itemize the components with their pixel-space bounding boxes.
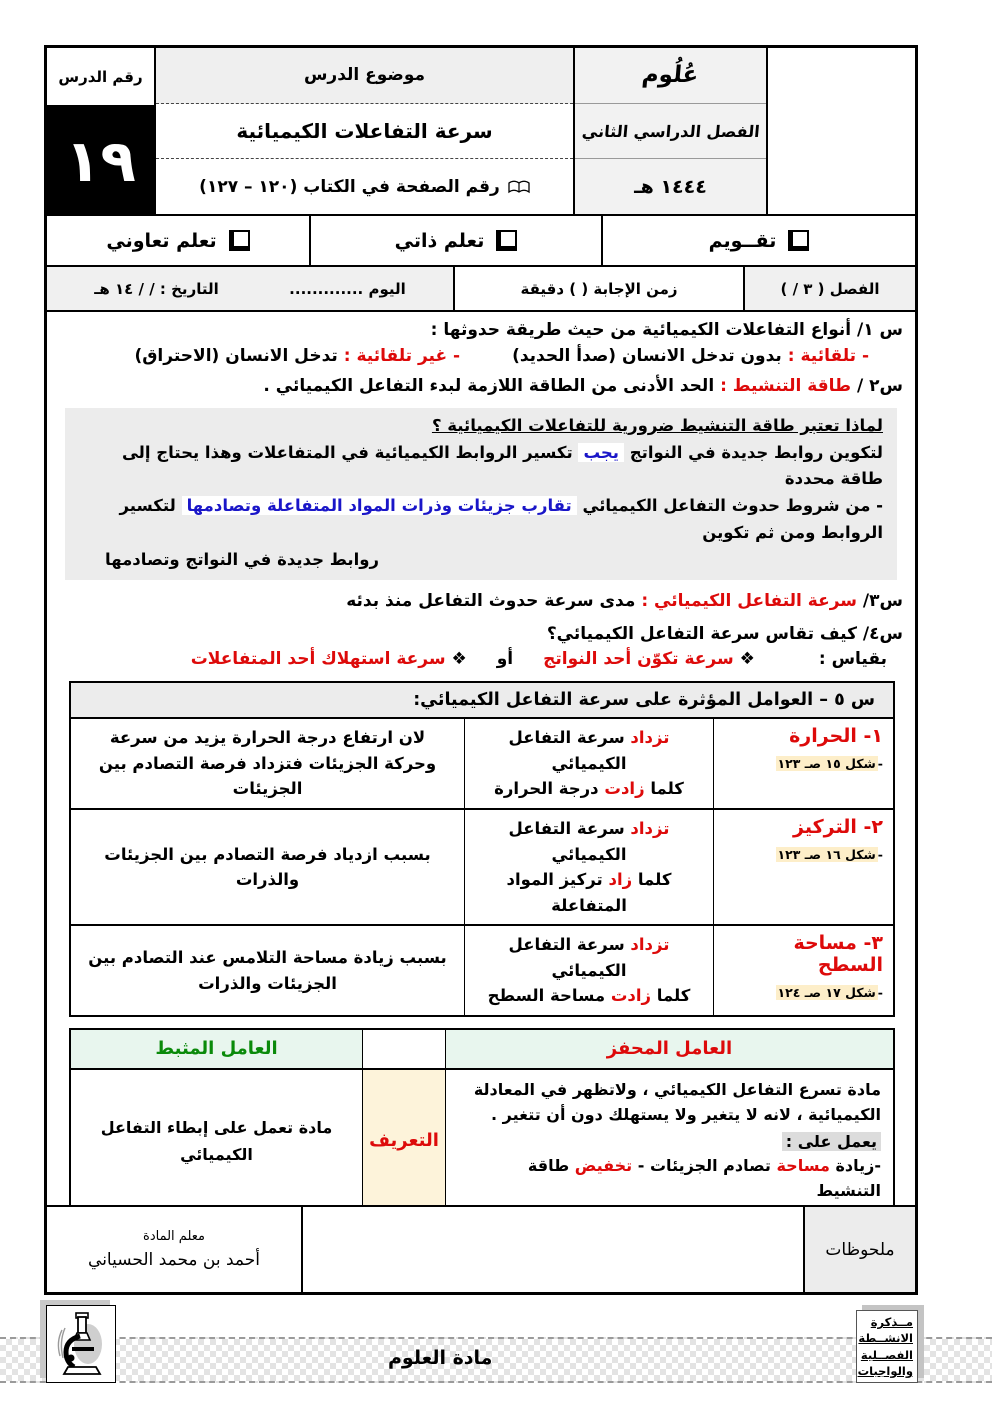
factor-effect-cell [464,810,713,924]
q2-text: الحد الأدنى من الطاقة اللازمة لبدء التفاعل الكيميائي . [263,375,715,396]
notes-empty-area[interactable] [301,1207,803,1292]
works-b-red: مساحة [776,1156,830,1176]
effect-text: سرعة التفاعل الكيميائي [508,819,627,864]
mode-cooperative [47,216,309,265]
teacher-cell [47,1207,301,1292]
subject-logo [575,48,766,104]
factor-row-temperature [71,719,893,810]
activation-energy-box [65,408,897,580]
header [47,48,915,214]
factor-name-cell [713,810,893,924]
q3-label: س٣/ [862,591,903,612]
catalyst-works-line [458,1154,881,1204]
figure-ref [724,985,883,1000]
works-a: -زيادة [835,1156,881,1176]
factor-name-cell [713,926,893,1015]
works-d-red: تخفيض [574,1156,633,1176]
q4-label: س٤/ [862,623,903,644]
energy-l1-highlight: يجب [578,443,624,462]
topic-label: موضوع الدرس [303,65,426,86]
label-column-header [362,1030,445,1068]
effect-increase: تزداد [630,935,670,955]
q2-label: س٢ / [857,375,903,396]
class-cell: الفصل ( ٣ / ) [743,267,915,310]
factor-name: ١- الحرارة [789,725,883,748]
q1-term-spontaneous: - تلقائية : [787,345,869,366]
teacher-name: أحمد بن محمد الحسياني [88,1250,260,1270]
year-cell [575,159,766,214]
figure-ref [724,756,883,771]
figure-text: شكل ١٥ صـ ١٢٣ [777,756,876,772]
effect-text-2: درجة الحرارة [494,779,599,799]
catalyst-works-label: يعمل على : [782,1132,881,1151]
q4-or: أو [496,649,514,670]
effect-text-2: مساحة السطح [487,986,606,1006]
topic-title-cell [156,104,573,160]
catalyst-table [69,1028,895,1205]
semester-cell [575,104,766,160]
q4-option-2-text: سرعة استهلاك أحد المتفاعلات [190,649,446,670]
energy-l2c: لتكسير الروابط ومن ثم تكوين [119,496,883,542]
lesson-number: ١٩ [47,107,154,214]
booklet-stamp [856,1310,918,1383]
factor-name: ٣- مساحة السطح [793,932,883,977]
subject-column [573,48,766,214]
effect-increase-2: زادت [604,779,645,799]
teacher-label: معلم المادة [143,1229,205,1244]
definition-row [71,1070,893,1205]
stamp-line-3: الفصــلية [860,1347,913,1362]
q4-measure-label: بقياس : [818,649,887,670]
topic-label-cell [156,48,573,104]
factor-effect-cell [464,926,713,1015]
q4-option-1 [543,649,755,669]
q1-answer-nonspontaneous [134,346,460,366]
factor-name: ٢- التركيز [793,816,883,838]
stamp-line-1: مــذكرة [870,1315,913,1329]
stamp-line-2: الانشــطة [858,1331,913,1346]
effect-increase: تزداد [630,819,670,838]
q1-rest-nonspontaneous: تدخل الانسان (الاحتراق) [134,345,338,366]
q1-rest-spontaneous: بدون تدخل الانسان (صدأ الحديد) [512,345,782,366]
q1-term-nonspontaneous: - غير تلقائية : [343,345,461,366]
diamond-bullet-icon: ❖ [451,649,467,670]
footer-band [0,1337,992,1383]
figure-text: شكل ١٧ صـ ١٢٤ [777,985,876,1001]
effect-when: كلما [637,870,672,890]
definition-row-label: التعريف [362,1070,445,1205]
figure-dash: - [877,847,883,862]
day-date-cell [47,267,453,310]
inhibitor-definition-cell: مادة تعمل على إبطاء التفاعل الكيميائي [100,1117,333,1164]
effect-increase-2: زاد [608,870,633,890]
diamond-bullet-icon: ❖ [739,649,755,670]
book-icon [508,179,530,194]
effect-when: كلما [650,779,684,799]
cooperative-checkbox[interactable] [229,230,250,251]
lesson-topic: سرعة التفاعلات الكيميائية [236,119,493,143]
q3-text: مدى سرعة حدوث التفاعل منذ بدئه [346,591,636,612]
energy-l1a: لتكوين روابط جديدة في النواتج [629,442,883,462]
question-2 [59,374,903,400]
effect-increase-2: زادت [610,986,652,1006]
worksheet-frame [44,45,918,1295]
evaluation-checkbox[interactable] [788,230,809,251]
self-learning-checkbox[interactable] [496,230,517,251]
cooperative-label: تعلم تعاوني [106,229,217,252]
date-field[interactable]: التاريخ : / / ١٤ هـ [94,279,219,298]
energy-l2-highlight: تقارب جزيئات وذرات المواد المتفاعلة وتصادمها [182,496,577,515]
hijri-year: ١٤٤٤ هـ [634,175,707,198]
page-ref: رقم الصفحة في الكتاب (١٢٠ – ١٢٧) [199,176,500,197]
content-area [47,310,915,1205]
header-empty-box [766,48,915,214]
catalyst-definition-text: مادة تسرع التفاعل الكيميائي ، ولاتظهر في المعادلة الكيميائية ، لانه لا يتغير ولا يستهلك دون أن تتغير . [473,1079,881,1124]
effect-increase: تزداد [630,728,670,748]
page-ref-cell [156,159,573,214]
effect-when: كلما [656,986,691,1006]
lesson-number-column [47,48,154,214]
factor-reason-cell: لان ارتفاع درجة الحرارة يزيد من سرعة وحركة الجزيئات فتزداد فرصة التصادم بين الجزيئات [98,728,437,799]
question-1-answers [59,346,903,366]
answer-time-cell: زمن الإجابة ( ) دقيقة [453,267,743,310]
stamp-line-4: والواجبات [857,1363,913,1378]
q1-label: س ١/ [857,320,903,340]
factor-reason-cell: بسبب ازدياد فرصة التصادم بين الجزيئات والذرات [104,844,431,890]
energy-l1c: تكسير الروابط الكيميائية في المتفاعلات وهذا يحتاج إلى طاقة محددة [121,442,883,489]
lesson-number-label: رقم الدرس [47,48,154,107]
microscope-logo-box [46,1305,116,1383]
works-e: طاقة التنشيط [527,1156,881,1201]
evaluation-label: تقــويم [708,229,777,252]
energy-l2a: - من شروط حدوث التفاعل الكيميائي [582,496,883,516]
q4-text: كيف تقاس سرعة التفاعل الكيميائي؟ [546,623,857,644]
factor-row-surface-area [71,926,893,1015]
question-3 [59,589,903,615]
energy-line-1 [79,440,883,493]
factor-reason-cell: بسبب زيادة مساحة التلامس عند التصادم بين الجزيئات والذرات [88,948,447,993]
energy-question: لماذا تعتبر طاقة التنشيط ضرورية للتفاعلات الكيميائية ؟ [431,416,883,435]
catalyst-table-header [71,1030,893,1070]
figure-dash: - [877,756,883,772]
factors-table-title: س ٥ – العوامل المؤثرة على سرعة التفاعل الكيميائي: [71,683,893,719]
info-row [47,265,915,310]
q3-term: سرعة التفاعل الكيميائي : [641,591,857,612]
day-field[interactable]: اليوم ............. [289,279,406,298]
semester-text: الفصل الدراسي الثاني [580,121,761,141]
works-c: تصادم الجزيئات - [637,1156,771,1176]
mode-self-learning [309,216,601,265]
catalyst-definition-cell [445,1070,893,1205]
topic-column [154,48,573,214]
question-1 [59,318,903,344]
inhibitor-column-header: العامل المثبط [71,1030,362,1068]
effect-text-2: تركيز المواد المتفاعلة [506,870,627,915]
figure-ref [724,847,883,862]
factor-row-concentration [71,810,893,926]
learning-modes-row [47,214,915,265]
question-4-answers [59,649,903,669]
factor-name-cell [713,719,893,808]
self-learning-label: تعلم ذاتي [394,229,485,252]
effect-text: سرعة التفاعل الكيميائي [508,728,627,773]
mode-evaluation [601,216,915,265]
footer-subject-banner: مادة العلوم [388,1347,493,1369]
q1-answer-spontaneous [512,346,869,366]
microscope-icon [54,1312,108,1376]
q4-option-2 [191,649,467,669]
catalyst-column-header: العامل المحفز [445,1030,893,1068]
figure-text: شكل ١٦ صـ ١٢٣ [777,847,876,862]
effect-text: سرعة التفاعل الكيميائي [508,935,627,980]
factor-effect-cell [464,719,713,808]
bottom-row [47,1205,915,1292]
figure-dash: - [877,985,883,1001]
subject-logo-text: عُلُوم [641,62,700,89]
factors-table [69,681,895,1017]
energy-line-3: روابط جديدة في النواتج وتصادمها [105,549,379,569]
q2-term: طاقة التنشيط : [720,375,852,396]
question-4 [59,622,903,648]
q1-text: أنواع التفاعلات الكيميائية من حيث طريقة حدوثها : [430,320,852,340]
q4-option-1-text: سرعة تكوّن أحد النواتج [543,649,734,670]
energy-line-2 [79,493,883,546]
notes-cell: ملحوظات [803,1207,915,1292]
